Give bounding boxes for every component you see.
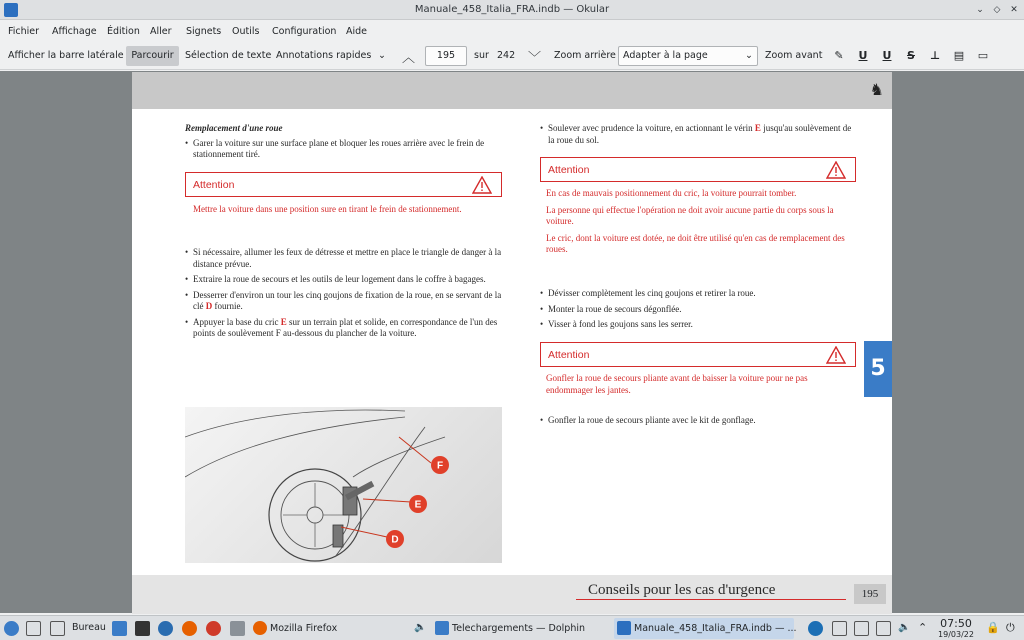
list-item <box>540 123 860 146</box>
warning-triangle-icon <box>472 176 492 194</box>
task-label: Telechargements — Dolphin <box>452 623 586 634</box>
list-text: Appuyer la base du cric <box>193 316 281 327</box>
attention-paragraph: Le cric, dont la voiture est dotée, ne doit être utilisé qu'en cas de remplacement des roues. <box>546 232 845 254</box>
desktop-label[interactable]: Bureau <box>72 622 106 633</box>
minimize-button[interactable]: ⌄ <box>976 5 984 15</box>
menu-configuration[interactable]: Configuration <box>272 26 337 37</box>
attention-text: Mettre la voiture dans une position sure en tirant le frein de stationnement. <box>193 204 462 214</box>
kde-connect-icon[interactable] <box>876 621 891 636</box>
strikethrough-icon[interactable]: S <box>907 49 915 62</box>
page-number-input[interactable]: 195 <box>425 46 467 66</box>
zoom-in-button[interactable]: Zoom avant <box>765 50 823 61</box>
attention-box <box>185 172 502 197</box>
clock-time: 07:50 <box>940 617 972 630</box>
quick-annotations-chevron-icon[interactable]: ⌄ <box>378 50 386 61</box>
terminal-icon[interactable] <box>135 621 150 636</box>
menu-bar <box>0 21 1024 42</box>
list-text: fournie. <box>212 301 243 311</box>
clipboard-icon[interactable] <box>832 621 847 636</box>
callout-e-label: E <box>414 499 422 511</box>
key-letter: E <box>280 316 287 327</box>
lock-icon[interactable]: 🔒 <box>986 621 1000 634</box>
okular-icon <box>617 621 631 635</box>
menu-edition[interactable]: Édition <box>107 26 140 37</box>
attention-text: Gonfler la roue de secours pliante avant de baisser la voiture pour ne pas endommager les jantes. <box>546 373 808 395</box>
left-column <box>185 123 505 165</box>
previous-page-button[interactable]: ︿ <box>402 51 416 66</box>
underline-icon[interactable]: U <box>858 49 868 62</box>
task-firefox[interactable] <box>250 618 410 639</box>
chevron-up-icon[interactable]: ⌃ <box>918 621 928 634</box>
right-column-top <box>540 123 860 150</box>
next-page-button[interactable]: ﹀ <box>528 51 542 66</box>
zoom-mode-value: Adapter à la page <box>623 50 708 61</box>
list-text: sur un terrain plat et solide, en correspondance de l'un des points de soulèvement F au-dessous du plancher de la voiture. <box>193 316 498 338</box>
maximize-button[interactable]: ◇ <box>993 5 1001 15</box>
list-item <box>185 274 505 286</box>
close-button[interactable]: ✕ <box>1010 5 1018 15</box>
highlighter-icon[interactable]: ✎ <box>834 49 844 62</box>
callout-d-label: D <box>391 534 399 546</box>
attention-paragraph: La personne qui effectue l'opération ne doit avoir aucune partie du corps sous la voiture. <box>546 204 834 226</box>
right-column-bottom <box>540 415 860 431</box>
left-instructions <box>185 247 505 344</box>
folder-icon[interactable] <box>112 621 127 636</box>
task-okular[interactable] <box>614 618 797 639</box>
window-title: Manuale_458_Italia_FRA.indb — Okular <box>414 4 610 15</box>
device-notifier-icon[interactable] <box>854 621 869 636</box>
squiggle-underline-icon[interactable]: U <box>882 49 892 62</box>
browse-tool-button[interactable]: Parcourir <box>126 46 179 66</box>
warning-triangle-icon <box>826 161 846 179</box>
list-item <box>185 247 505 270</box>
inline-note-icon[interactable]: ▤ <box>953 49 965 62</box>
power-icon[interactable]: ⏻ <box>1006 621 1015 634</box>
clock[interactable] <box>934 618 978 639</box>
menu-affichage[interactable]: Affichage <box>52 26 97 37</box>
list-item: • Visser à fond les goujons sans les serrer. <box>540 319 860 331</box>
list-item <box>185 317 505 340</box>
attention-box <box>540 157 856 182</box>
list-item: • Monter la roue de secours dégonflée. <box>540 304 860 316</box>
menu-fichier[interactable]: Fichier <box>8 26 40 37</box>
list-text: Extraire la roue de secours et les outils de leur logement dans le coffre à bagages. <box>193 274 486 284</box>
menu-signets[interactable]: Signets <box>186 26 222 37</box>
warning-triangle-icon <box>826 346 846 364</box>
chevron-down-icon: ⌄ <box>745 50 753 61</box>
section-heading: Remplacement d'une roue <box>185 123 283 133</box>
task-label: Manuale_458_Italia_FRA.indb — ... <box>634 623 797 634</box>
speaker-icon[interactable]: 🔈 <box>414 622 427 633</box>
text-selection-button[interactable]: Sélection de texte <box>185 50 272 61</box>
page-total-label: 242 <box>497 50 516 61</box>
page-of-label: sur <box>474 50 489 61</box>
list-item: • Garer la voiture sur une surface plane et bloquer les roues arrière avec le frein de stationnement tiré. <box>185 138 505 161</box>
document-viewport[interactable] <box>0 71 1024 613</box>
firefox-icon[interactable] <box>182 621 197 636</box>
toggle-sidebar-button[interactable]: Afficher la barre latérale <box>8 50 124 61</box>
list-text: jusqu'au soulèvement de la roue du sol. <box>548 123 852 145</box>
popup-note-icon[interactable]: ▭ <box>977 49 989 62</box>
prancing-horse-logo-icon: ♞ <box>869 80 884 99</box>
main-toolbar <box>0 42 1024 70</box>
attention-text <box>546 188 851 261</box>
document-page <box>132 72 892 614</box>
task-dolphin[interactable] <box>432 618 608 639</box>
task-label: Mozilla Firefox <box>270 623 338 634</box>
list-text: Si nécessaire, allumer les feux de détresse et mettre en place le triangle de danger à la distance prévue. <box>193 247 502 269</box>
firefox-icon <box>253 621 267 635</box>
application-launcher-icon[interactable] <box>4 621 19 636</box>
list-item <box>185 290 505 313</box>
page-footer-band <box>132 575 892 614</box>
jack-illustration <box>185 407 502 563</box>
menu-aller[interactable]: Aller <box>150 26 172 37</box>
attention-paragraph: En cas de mauvais positionnement du cric, la voiture pourrait tomber. <box>546 188 797 198</box>
settings-icon[interactable] <box>158 621 173 636</box>
hp-printer-icon[interactable] <box>808 621 823 636</box>
list-text: Soulever avec prudence la voiture, en actionnant le vérin <box>548 123 755 133</box>
attention-box <box>540 342 856 367</box>
key-letter: D <box>205 301 213 311</box>
zoom-mode-select[interactable] <box>618 46 758 66</box>
attention-title: Attention <box>548 164 590 176</box>
folder-icon <box>435 621 449 635</box>
right-instructions <box>540 288 860 335</box>
volume-icon[interactable]: 🔈 <box>898 622 911 633</box>
menu-aide[interactable]: Aide <box>346 26 368 37</box>
key-letter: E <box>754 123 761 133</box>
show-desktop-icon[interactable] <box>26 621 41 636</box>
screenshot-icon[interactable] <box>230 621 245 636</box>
car-jack-drawing <box>185 407 502 563</box>
title-bar <box>0 0 1024 20</box>
music-icon[interactable] <box>206 621 221 636</box>
footer-chapter-title: Conseils pour les cas d'urgence <box>588 582 776 598</box>
footer-underline <box>576 599 846 600</box>
callout-f-label: F <box>436 460 444 472</box>
taskbar <box>0 615 1024 640</box>
footer-page-number: 195 <box>854 584 886 604</box>
page-header-band <box>132 72 892 109</box>
menu-outils[interactable]: Outils <box>232 26 260 37</box>
zoom-out-button[interactable]: Zoom arrière <box>554 50 616 61</box>
list-item: • Gonfler la roue de secours pliante avec le kit de gonflage. <box>540 415 860 427</box>
list-text: Desserrer d'environ un tour les cinq goujons de fixation de la roue, en se servant de la clé <box>193 289 502 311</box>
attention-title: Attention <box>548 349 590 361</box>
clock-date: 19/03/22 <box>938 630 974 639</box>
chapter-tab: 5 <box>864 341 892 397</box>
quick-annotations-button[interactable]: Annotations rapides <box>276 50 372 61</box>
typewriter-icon[interactable]: ⊥ <box>929 49 941 62</box>
list-item: • Dévisser complètement les cinq goujons et retirer la roue. <box>540 288 860 300</box>
attention-title: Attention <box>193 179 235 191</box>
desktop-grid-icon[interactable] <box>50 621 65 636</box>
